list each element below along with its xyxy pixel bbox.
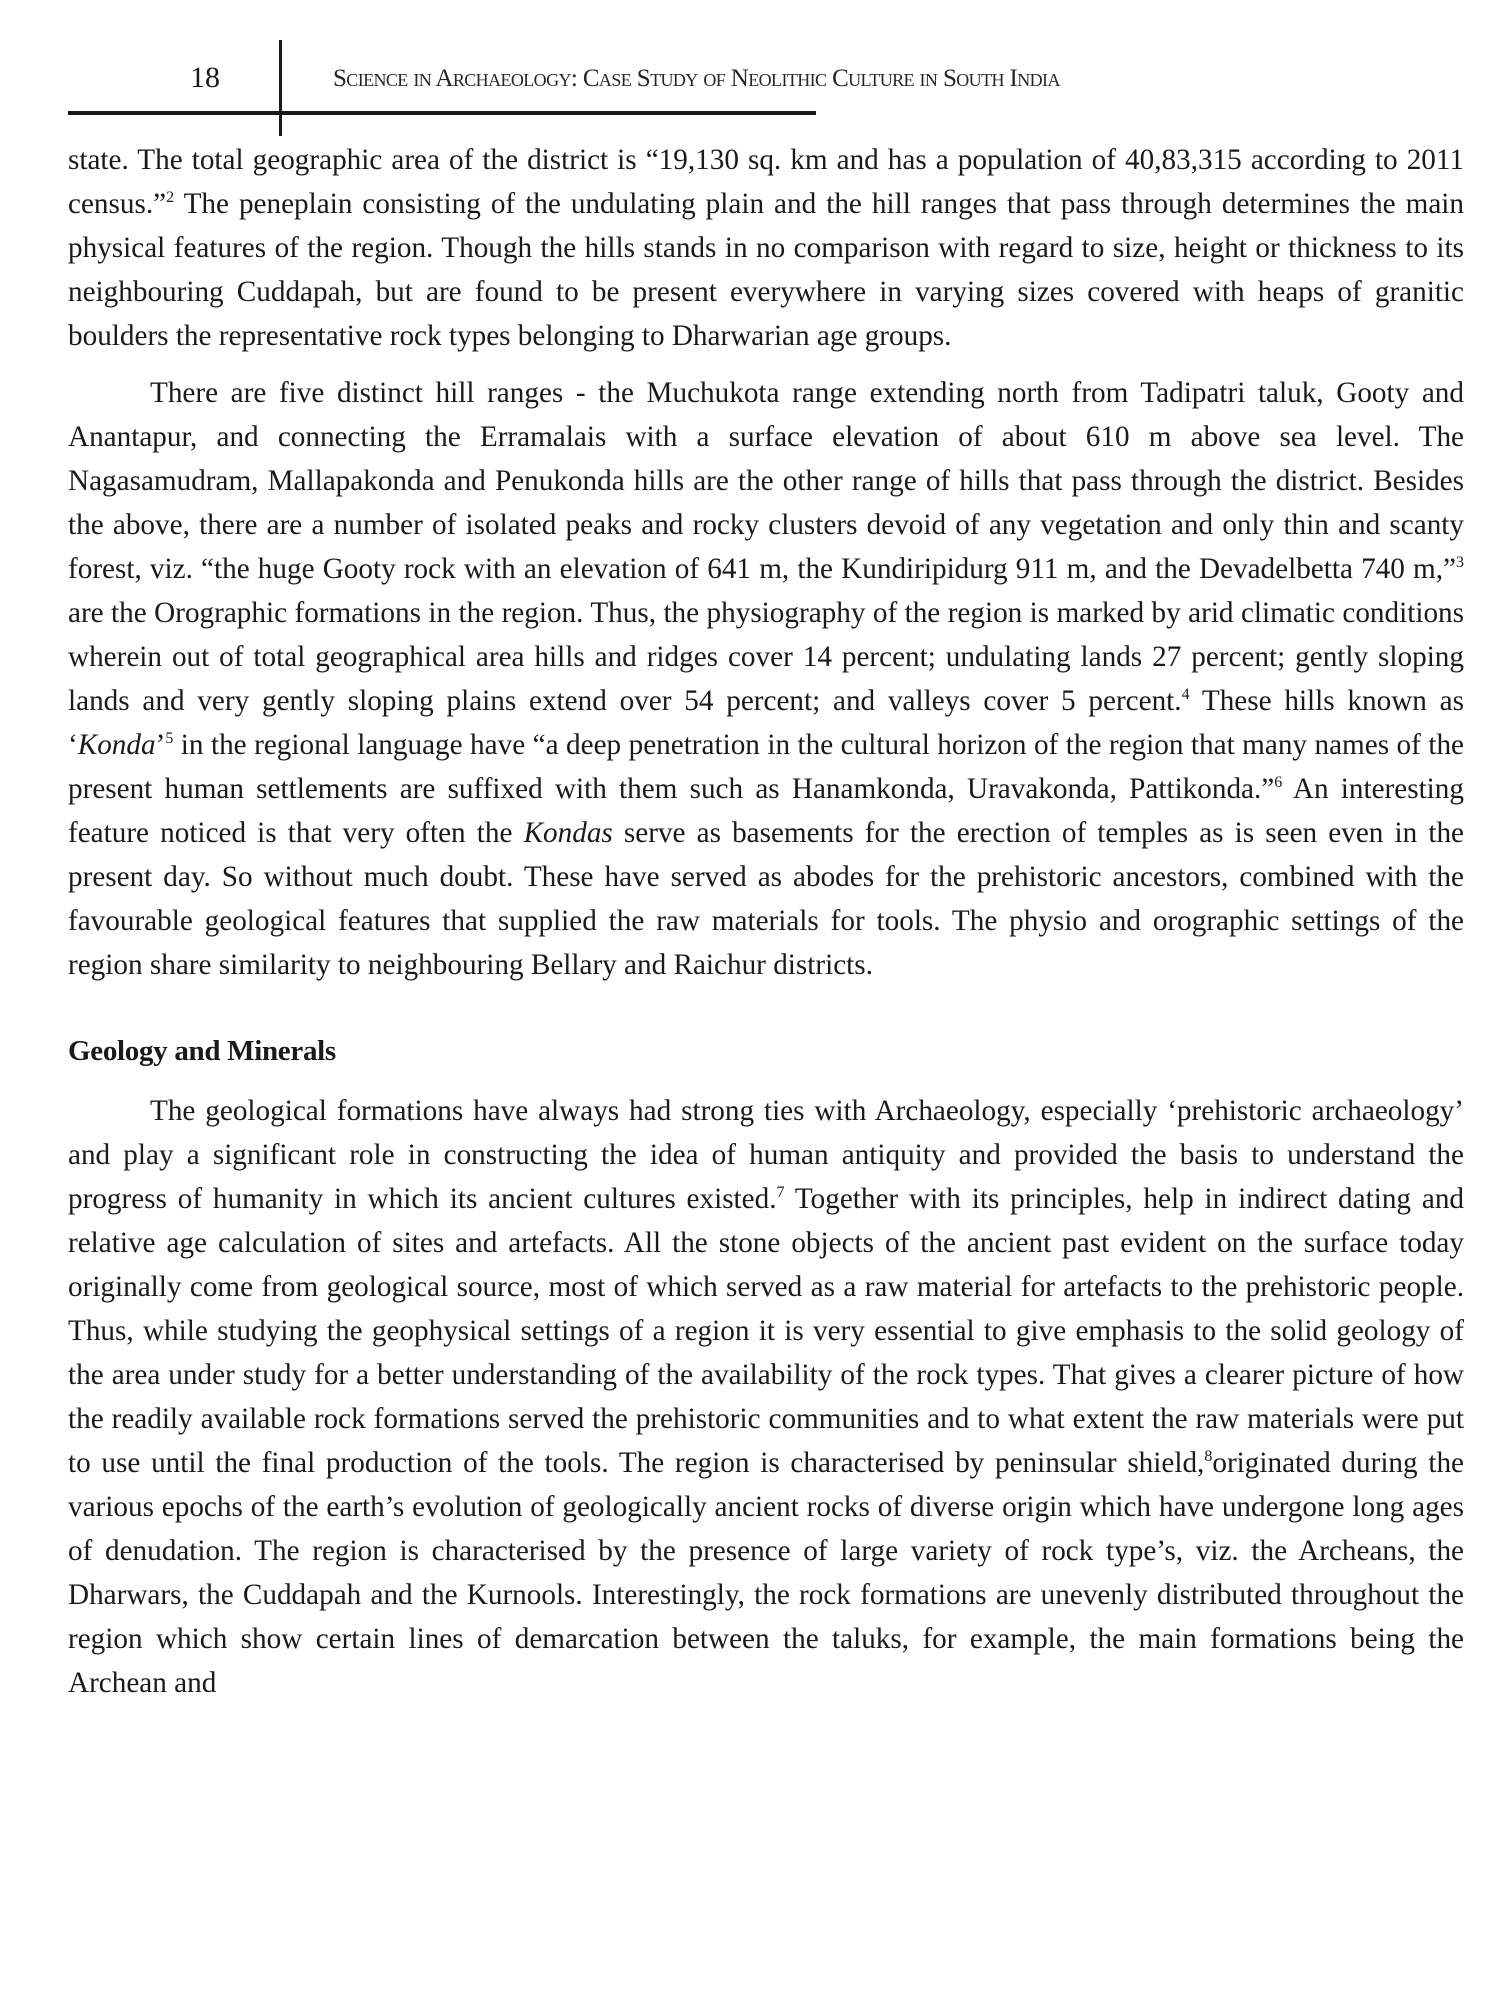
- footnote-ref: 6: [1274, 774, 1283, 791]
- footnote-ref: 2: [166, 189, 175, 206]
- paragraph-continued: state. The total geographic area of the district is “19,130 sq. km and has a population of 40,83,315 according to 2011 census.”$^2$ The peneplain consisting of the undulating plain and the hill ranges that pass through determines the main physical features of the region. Though the hills stands in no comparison with regard to size, height or thickness to its neighbouring Cuddapah, but are found to be present everywhere in varying sizes covered with heaps of granitic boulders the representative rock types belonging to Dharwarian age groups.: [68, 144, 1464, 352]
- footnote-ref: 5: [165, 730, 174, 747]
- section-heading: Geology and Minerals: [68, 1035, 336, 1067]
- body-text: [68, 138, 1464, 1705]
- footnote-ref: 8: [1204, 1448, 1213, 1465]
- italic-term: Kondas: [523, 817, 613, 849]
- header-horizontal-rule: [68, 111, 816, 115]
- paragraph-hill-ranges: There are five distinct hill ranges - the Muchukota range extending north from Tadipatri taluk, Gooty and Anantapur, and connecting the Erramalais with a surface elevation of about 610 m above sea level. The Nagasamudram, Mallapakonda and Penukonda hills are the other range of hills that pass through the district. Besides the above, there are a number of isolated peaks and rocky clusters devoid of any vegetation and only thin and scanty forest, viz. “the huge Gooty rock with an elevation of 641 m, the Kundiripidurg 911 m, and the Devadelbetta 740 m,”$^3$ are the Orographic formations in the region. Thus, the physiography of the region is marked by arid climatic conditions wherein out of total geographical area hills and ridges cover 14 percent; undulating lands 27 percent; gently sloping lands and very gently sloping plains extend over 54 percent; and valleys cover 5 percent.$^4$ These hills known as ‘Konda’$^5$ in the regional language have “a deep penetration in the cultural horizon of the region that many names of the present human settlements are suffixed with them such as Hanamkonda, Uravakonda, Pattikonda.”$^6$ An interesting feature noticed is that very often the Kondas serve as basements for the erection of temples as is seen even in the present day. So without much doubt. These have served as abodes for the prehistoric ancestors, combined with the favourable geological features that supplied the raw materials for tools. The physio and orographic settings of the region share similarity to neighbouring Bellary and Raichur districts.: [68, 377, 1464, 981]
- footnote-ref: 3: [1456, 554, 1464, 571]
- running-head: [0, 0, 1500, 140]
- header-vertical-rule: [279, 40, 282, 136]
- paragraph-geology: The geological formations have always had strong ties with Archaeology, especially ‘prehistoric archaeology’ and play a significant role in constructing the idea of human antiquity and provided the basis to understand the progress of humanity in which its ancient cultures existed.$^7$ Together with its principles, help in indirect dating and relative age calculation of sites and artefacts. All the stone objects of the ancient past evident on the surface today originally come from geological source, most of which served as a raw material for artefacts to the prehistoric people. Thus, while studying the geophysical settings of a region it is very essential to give emphasis to the solid geology of the area under study for a better understanding of the availability of the rock types. That gives a clearer picture of how the readily available rock formations served the prehistoric communities and to what extent the raw materials were put to use until the final production of the tools. The region is characterised by peninsular shield,$^8$originated during the various epochs of the earth’s evolution of geologically ancient rocks of diverse origin which have undergone long ages of denudation. The region is characterised by the presence of large variety of rock type’s, viz. the Archeans, the Dharwars, the Cuddapah and the Kurnools. Interestingly, the rock formations are unevenly distributed throughout the region which show certain lines of demarcation between the taluks, for example, the main formations being the Archean and: [68, 1095, 1465, 1699]
- italic-term: Konda: [77, 729, 156, 761]
- running-title: Science in Archaeology: Case Study of Neolithic Culture in South India: [333, 65, 1060, 92]
- footnote-ref: 7: [776, 1184, 785, 1201]
- page-number: 18: [190, 61, 220, 94]
- footnote-ref: 4: [1181, 686, 1190, 703]
